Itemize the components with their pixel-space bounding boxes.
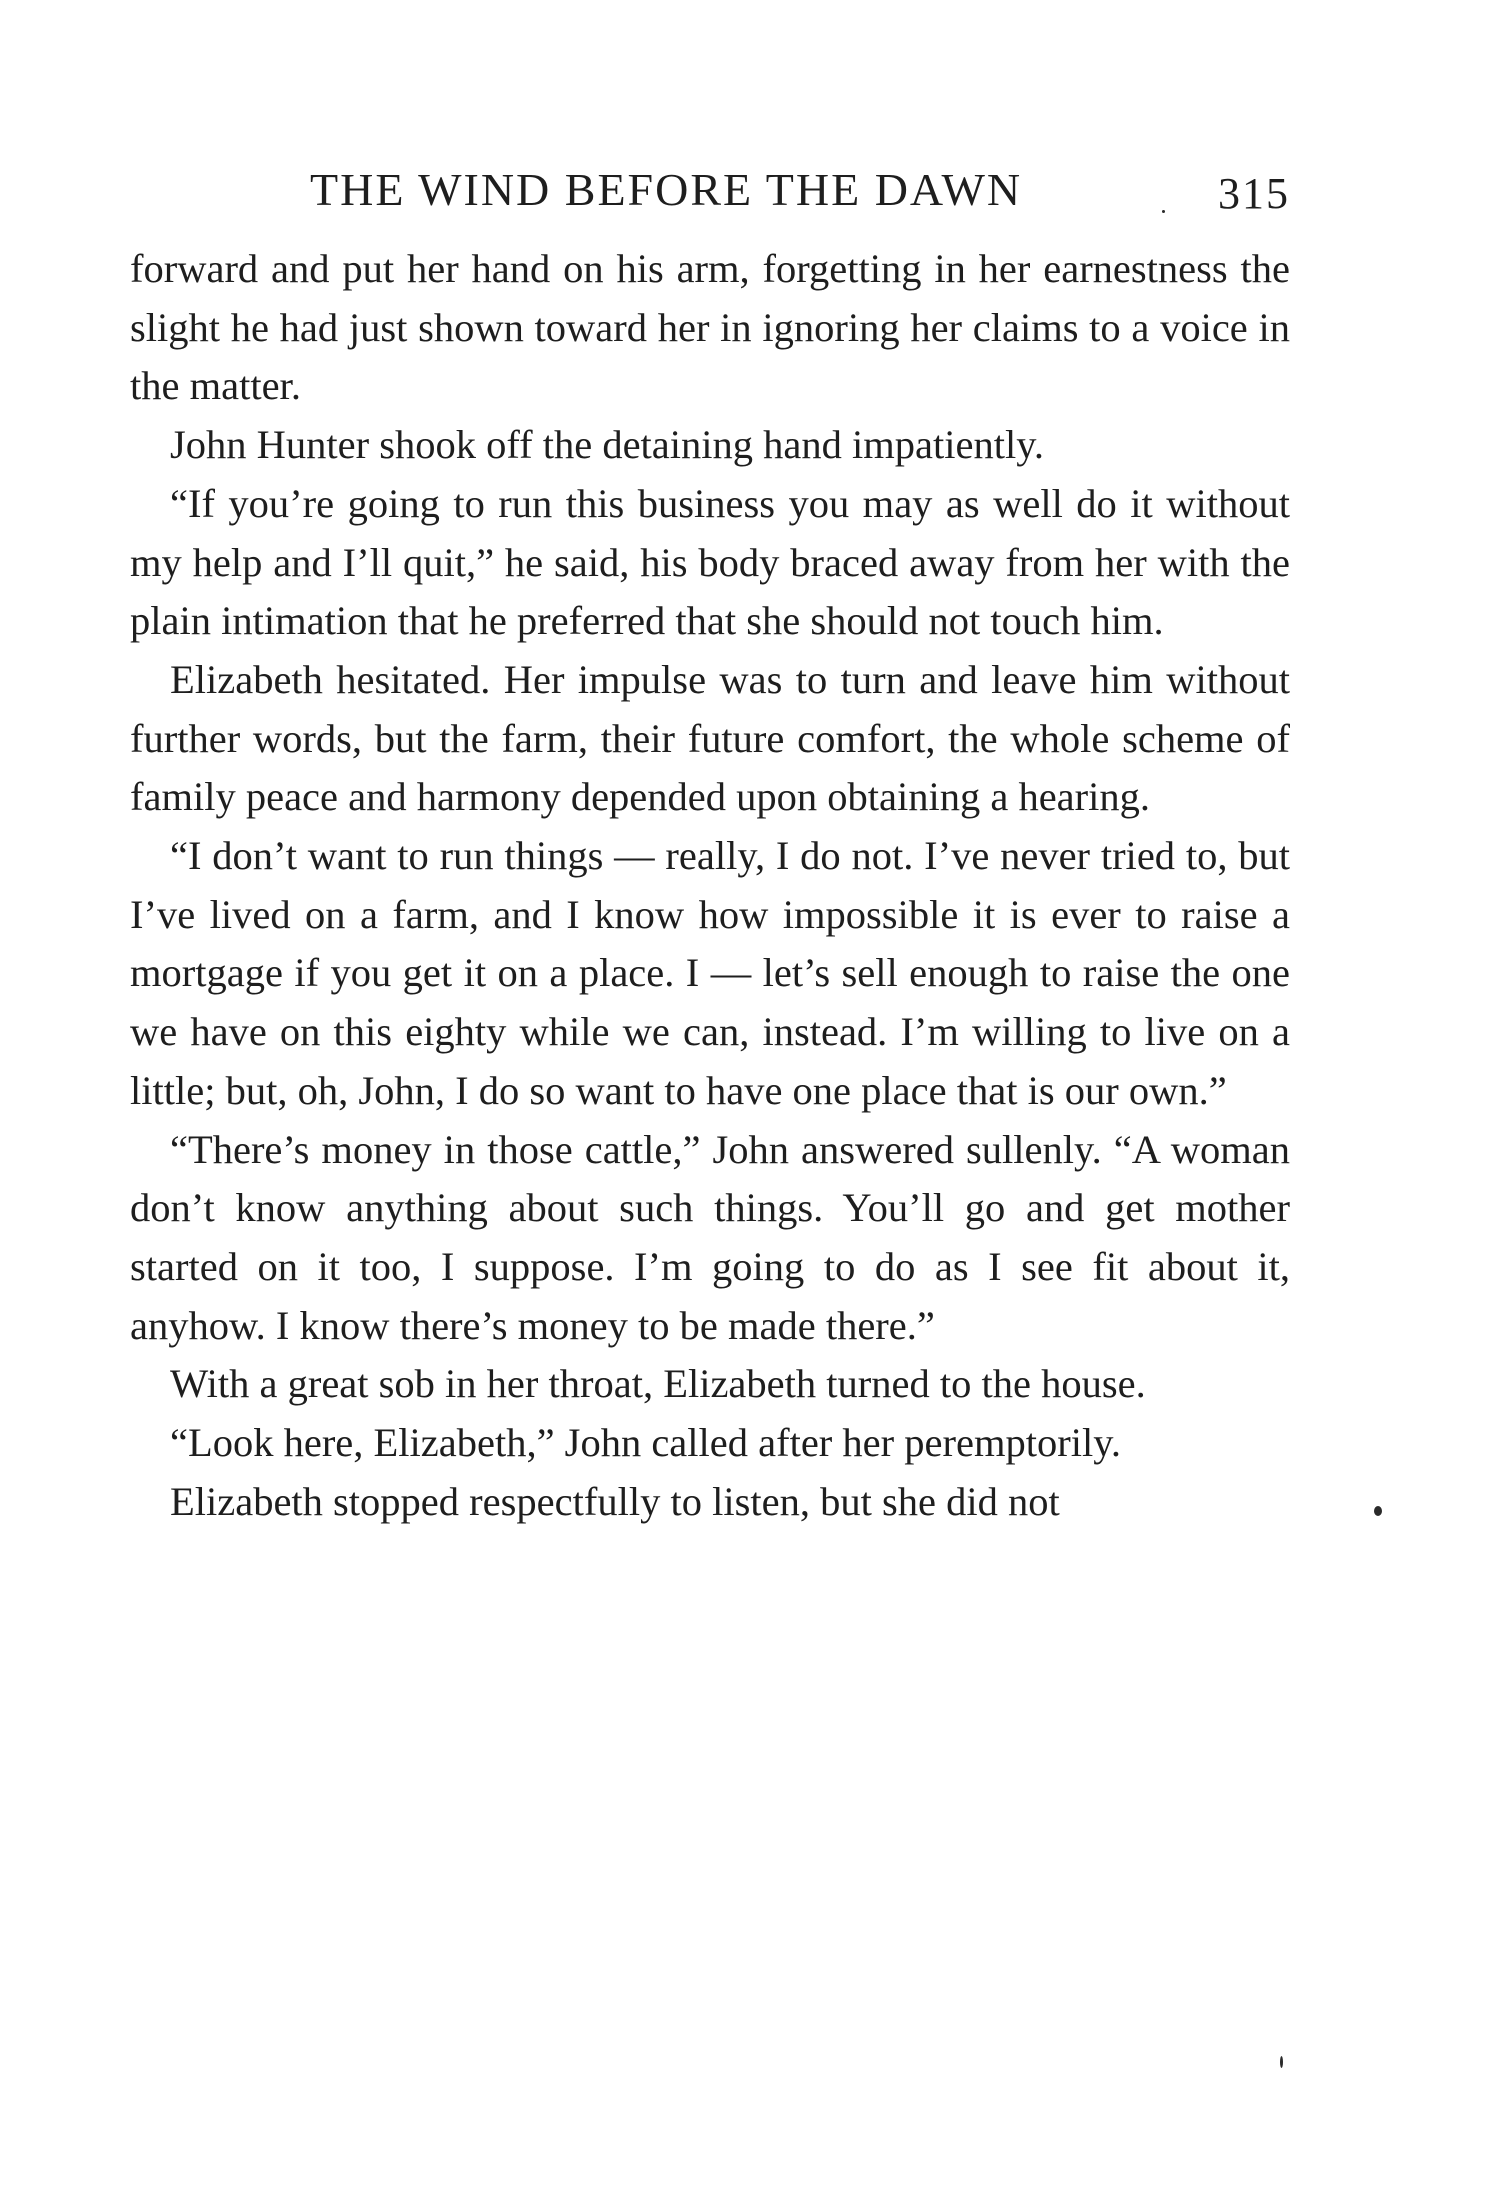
ink-speck	[1374, 1506, 1382, 1516]
paragraph: “I don’t want to run things — really, I do not. I’ve never tried to, but I’ve lived on a farm, and I know how impossible it is ever to raise a mortgage if you get it on a place. I — let’s sell enough to raise the one we have on this eighty while we can, instead. I’m willing to live on a little; but, oh, John, I do so want to have one place that is our own.”	[130, 833, 1290, 1113]
body-text	[130, 240, 1290, 1531]
paragraph: Elizabeth hesitated. Her impulse was to turn and leave him without further words, but the farm, their future comfort, the whole scheme of family peace and harmony depended upon obtaining a hearing.	[130, 656, 1290, 820]
paragraph: “If you’re going to run this business you may as well do it without my help and I’ll quit,” he said, his body braced away from her with the plain intimation that he preferred that she should not touch him.	[130, 480, 1290, 644]
paragraph: John Hunter shook off the detaining hand impatiently.	[170, 422, 1044, 468]
paragraph: “There’s money in those cattle,” John answered sullenly. “A woman don’t know anything about such things. You’ll go and get mother started on it too, I suppose. I’m going to do as I see fit about it, anyhow. I know there’s money to be made there.”	[130, 1126, 1290, 1348]
running-title: THE WIND BEFORE THE DAWN	[310, 164, 1023, 215]
paragraph: Elizabeth stopped respectfully to listen, but she did not	[170, 1478, 1060, 1524]
paragraph: forward and put her hand on his arm, forgetting in her earnestness the slight he had just shown toward her in ignoring her claims to a voice in the matter.	[130, 246, 1290, 409]
paragraph: “Look here, Elizabeth,” John called after her peremptorily.	[170, 1420, 1121, 1466]
page-number: 315	[1218, 169, 1290, 218]
ink-speck	[1162, 210, 1165, 213]
running-head	[130, 160, 1290, 220]
ink-speck	[1280, 2056, 1283, 2068]
paragraph: With a great sob in her throat, Elizabeth turned to the house.	[170, 1361, 1146, 1407]
